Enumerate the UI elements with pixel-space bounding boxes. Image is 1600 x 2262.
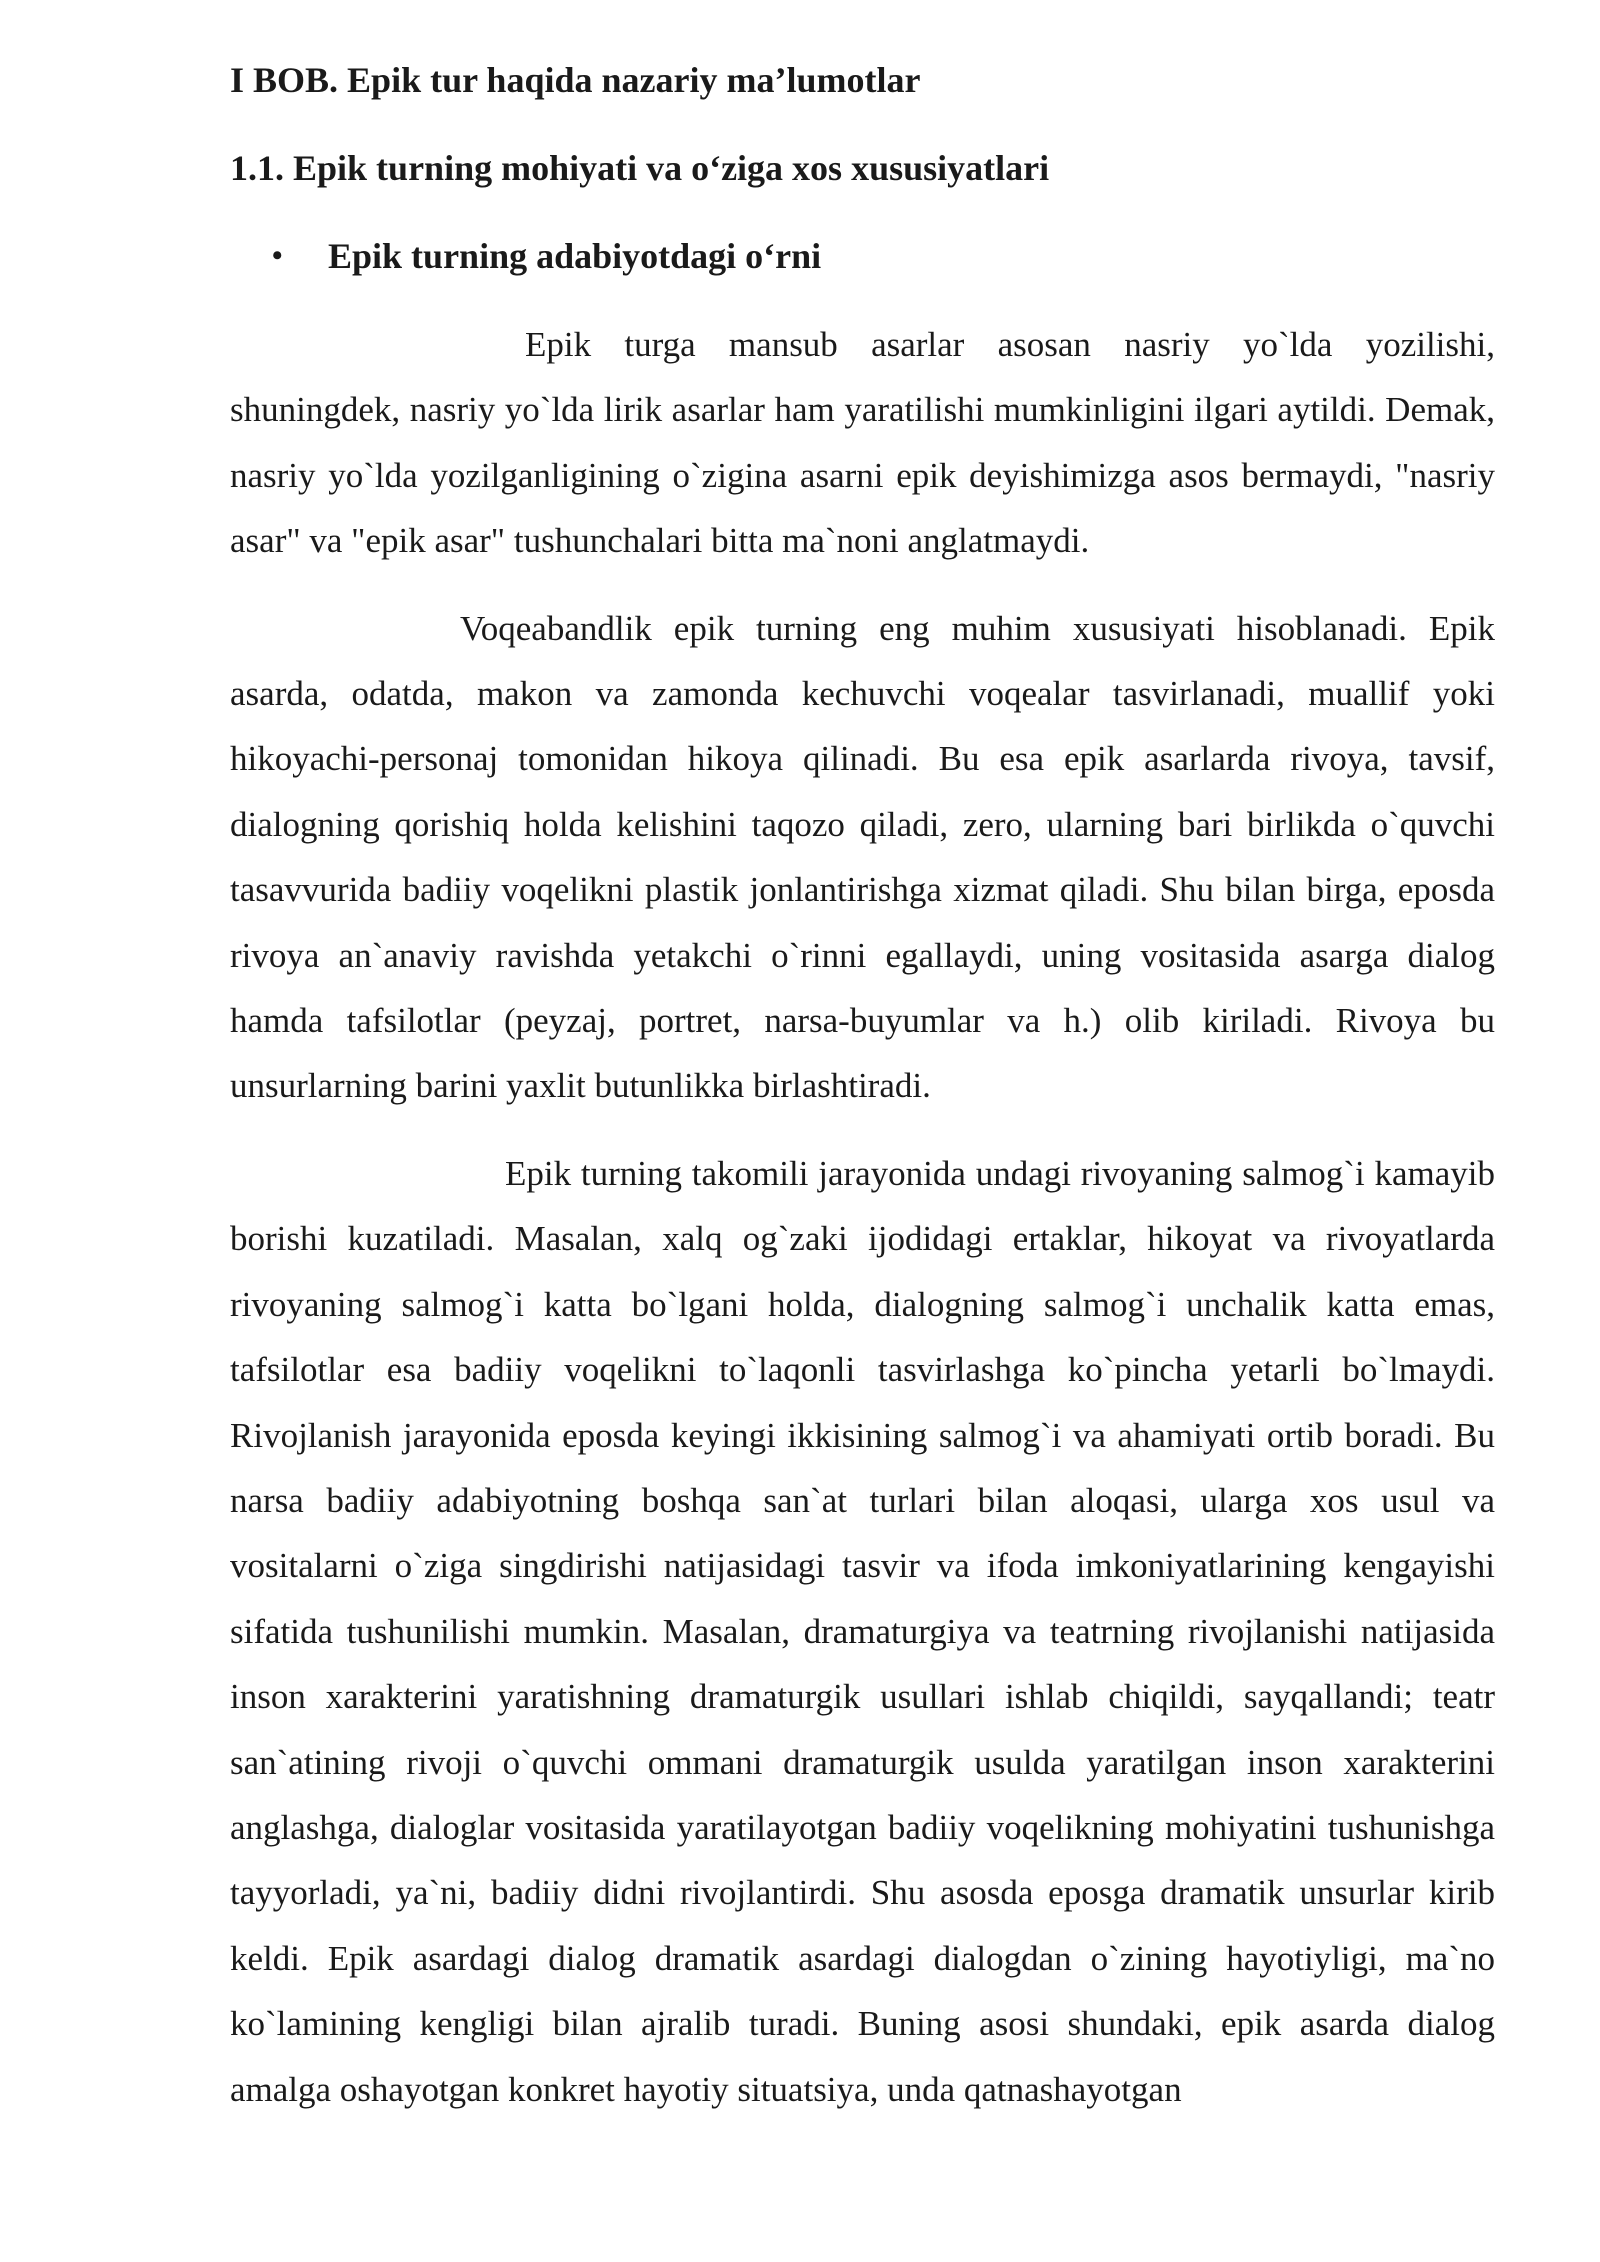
section-title: 1.1. Epik turning mohiyati va o‘ziga xos xususiyatlari: [230, 148, 1050, 188]
paragraph-1: Epik turga mansub asarlar asosan nasriy yo`lda yozilishi, shuningdek, nasriy yo`lda lirik asarlar ham yaratilishi mumkinligini ilgari aytildi. Demak, nasriy yo`lda yozilganligining o`zigina asarni epik deyishimizga asos bermaydi, "nasriy asar" va "epik asar" tushunchalari bitta ma`noni anglatmaydi.: [230, 325, 1495, 561]
paragraph-2: Voqeabandlik epik turning eng muhim xususiyati hisoblanadi. Epik asarda, odatda, makon va zamonda kechuvchi voqealar tasvirlanadi, muallif yoki hikoyachi-personaj tomonidan hikoya qilinadi. Bu esa epik asarlarda rivoya, tavsif, dialogning qorishiq holda kelishini taqozo qiladi, zero, ularning bari birlikda o`quvchi tasavvurida badiiy voqelikni plastik jonlantirishga xizmat qiladi. Shu bilan birga, eposda rivoya an`anaviy ravishda yetakchi o`rinni egallaydi, uning vositasida asarga dialog hamda tafsilotlar (peyzaj, portret, narsa-buyumlar va h.) olib kiriladi. Rivoya bu unsurlarning barini yaxlit butunlikka birlashtiradi.: [230, 608, 1495, 1106]
document-page: [230, 50, 1495, 2144]
chapter-title: I BOB. Epik tur haqida nazariy ma’lumotlar: [230, 60, 921, 100]
bullet-heading: [230, 226, 1495, 286]
bullet-heading-text: Epik turning adabiyotdagi o‘rni: [328, 236, 822, 276]
bullet-icon: •: [272, 239, 283, 272]
paragraph-3: Epik turning takomili jarayonida undagi rivoyaning salmog`i kamayib borishi kuzatiladi. Masalan, xalq og`zaki ijodidagi ertaklar, hikoyat va rivoyatlarda rivoyaning salmog`i katta bo`lgani holda, dialogning salmog`i unchalik katta emas, tafsilotlar esa badiiy voqelikni to`laqonli tasvirlashga ko`pincha yetarli bo`lmaydi. Rivojlanish jarayonida eposda keyingi ikkisining salmog`i va ahamiyati ortib boradi. Bu narsa badiiy adabiyotning boshqa san`at turlari bilan aloqasi, ularga xos usul va vositalarni o`ziga singdirishi natijasidagi tasvir va ifoda imkoniyatlarining kengayishi sifatida tushunilishi mumkin. Masalan, dramaturgiya va teatrning rivojlanishi natijasida inson xarakterini yaratishning dramaturgik usullari ishlab chiqildi, sayqallandi; teatr san`atining rivoji o`quvchi ommani dramaturgik usulda yaratilgan inson xarakterini anglashga, dialoglar vositasida yaratilayotgan badiiy voqelikning mohiyatini tushunishga tayyorladi, ya`ni, badiiy didni rivojlantirdi. Shu asosda eposga dramatik unsurlar kirib keldi. Epik asardagi dialog dramatik asardagi dialogdan o`zining hayotiyligi, ma`no ko`lamining kengligi bilan ajralib turadi. Buning asosi shundaki, epik asarda dialog amalga oshayotgan konkret hayotiy situatsiya, unda qatnashayotgan: [230, 1153, 1495, 2109]
